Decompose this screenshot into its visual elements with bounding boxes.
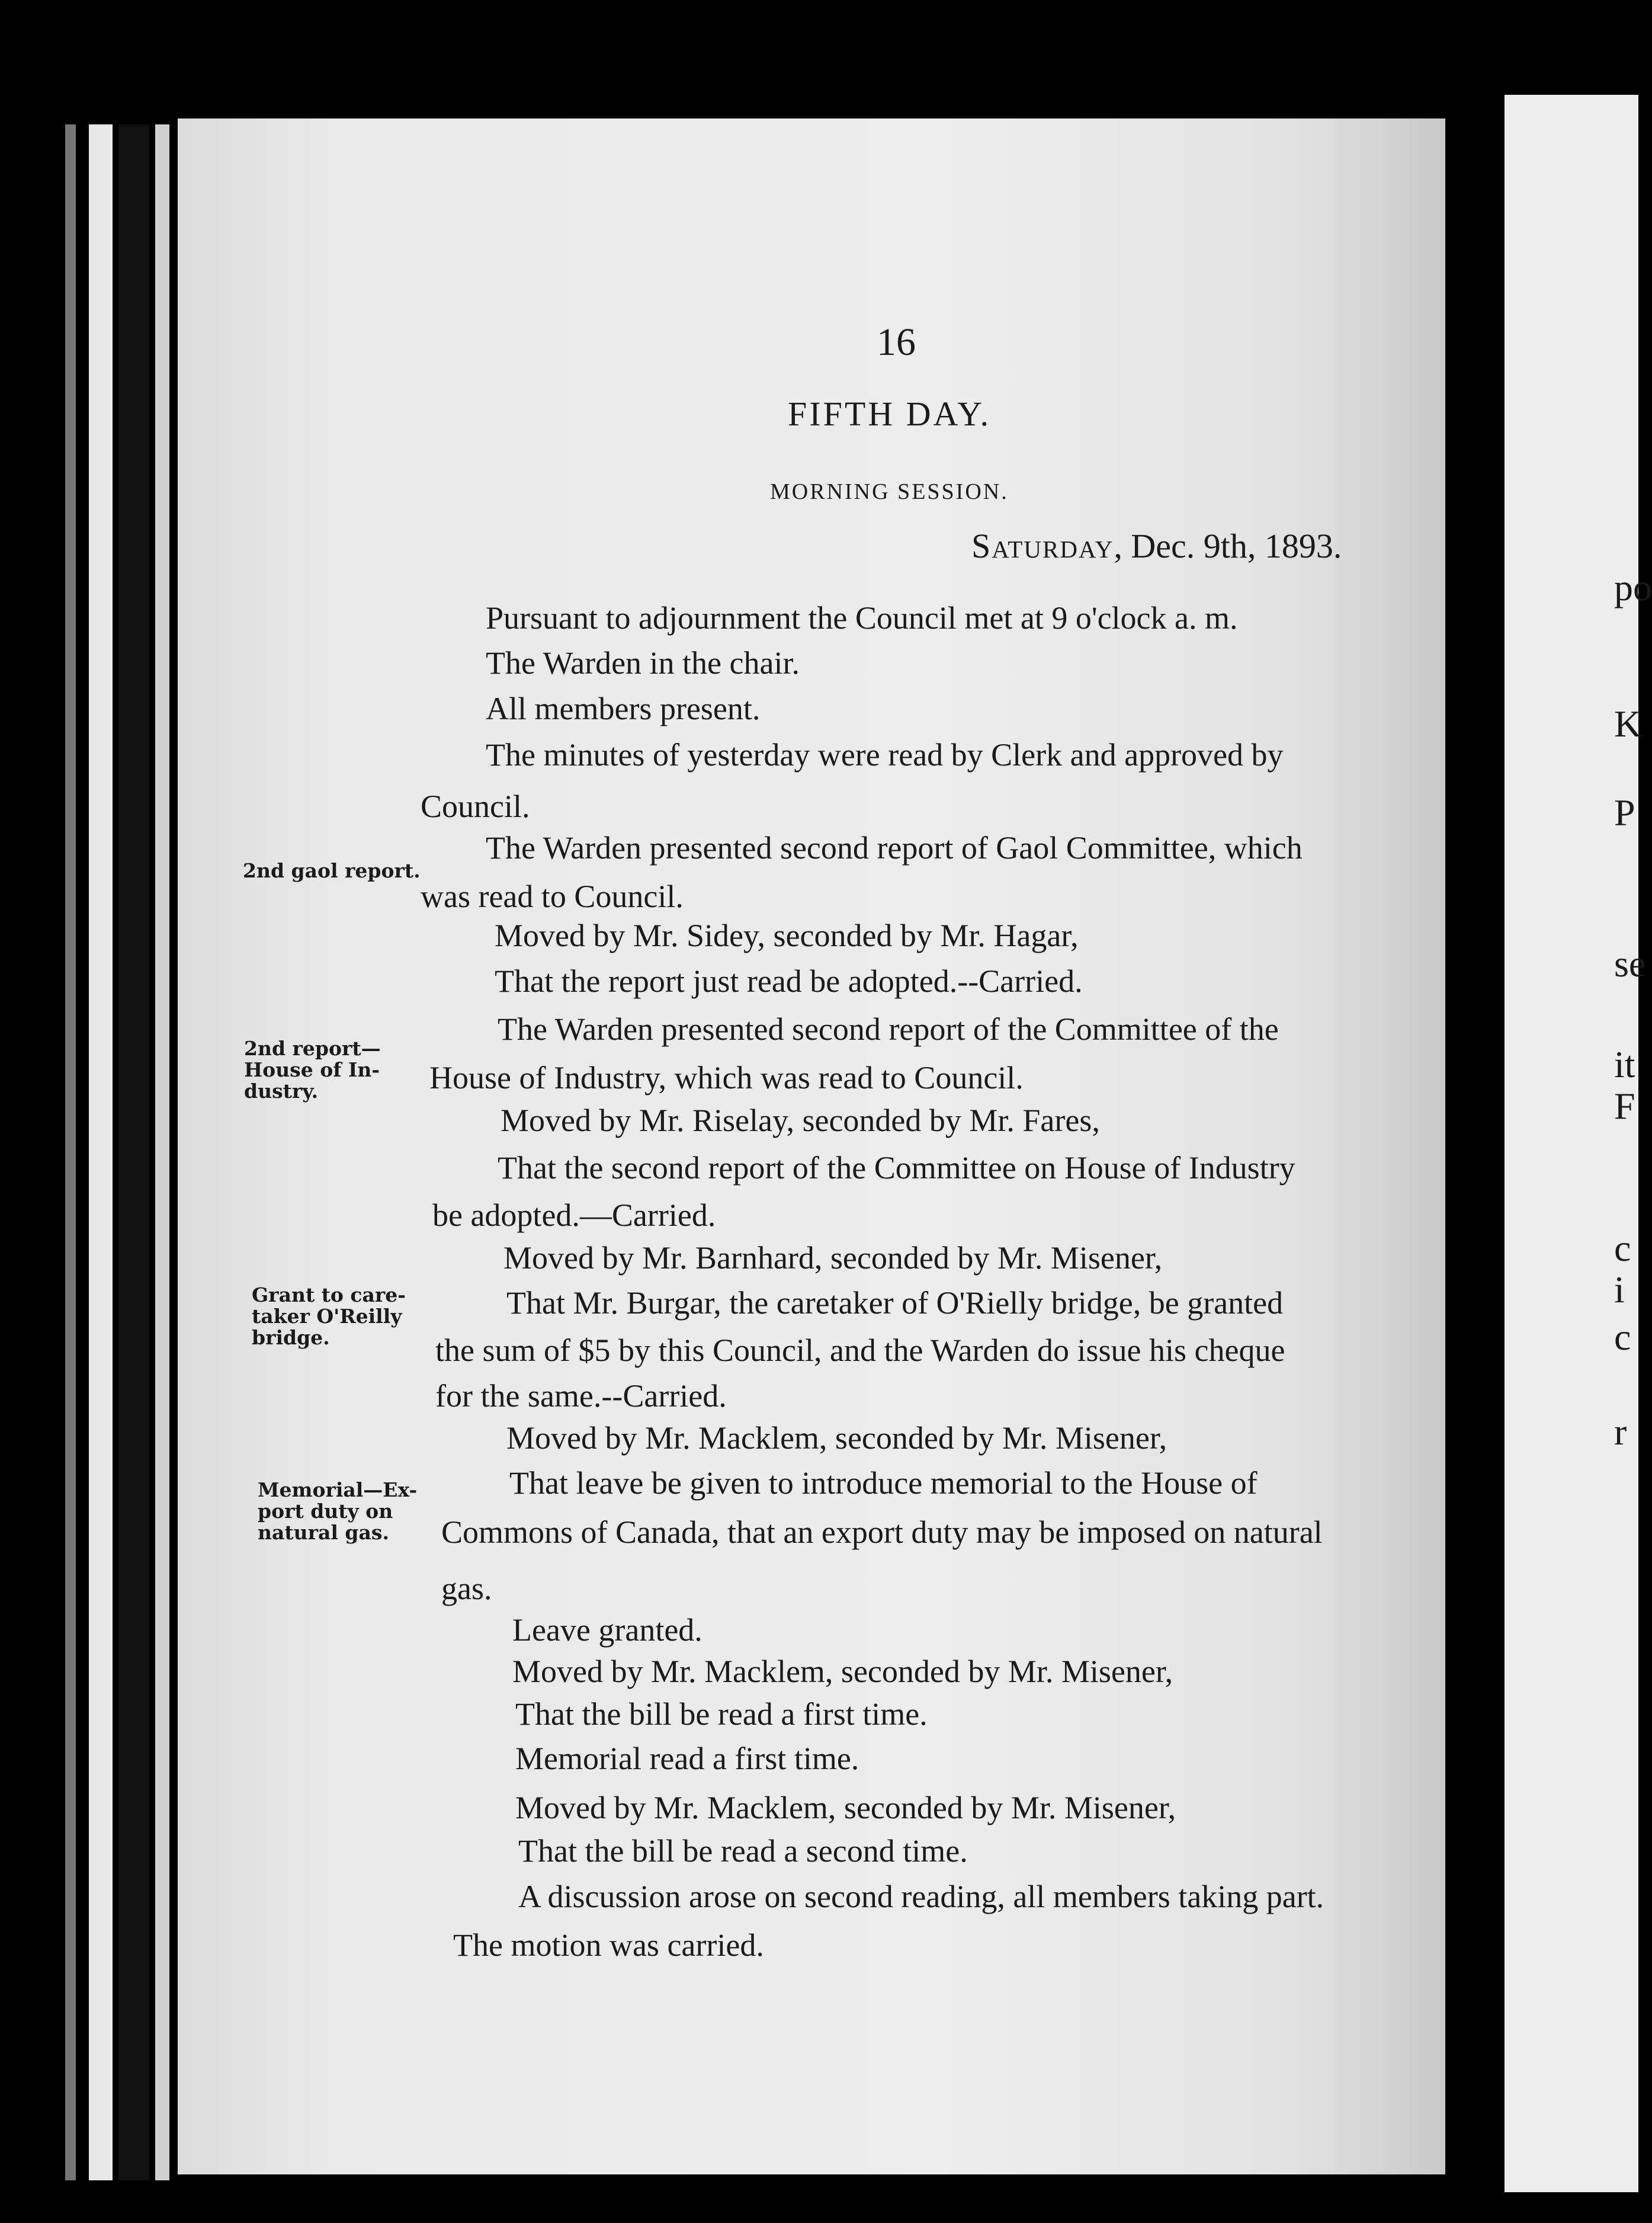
binding-edge	[155, 124, 169, 2180]
adjacent-page-fragment: K	[1614, 703, 1642, 745]
body-line: All members present.	[486, 691, 761, 726]
body-line: That the report just read be adopted.--Carried.	[495, 963, 1083, 999]
body-line: the sum of $5 by this Council, and the Warden do issue his cheque	[435, 1332, 1285, 1368]
margin-note	[258, 1479, 417, 1543]
body-line: was read to Council.	[421, 879, 684, 914]
page-title: FIFTH DAY.	[788, 395, 991, 433]
body-line: Moved by Mr. Barnhard, seconded by Mr. Misener,	[503, 1240, 1163, 1276]
body-line: Moved by Mr. Macklem, seconded by Mr. Misener,	[515, 1790, 1176, 1825]
margin-note-line: dustry.	[244, 1080, 319, 1103]
adjacent-page	[1505, 95, 1638, 2192]
body-line: That the bill be read a first time.	[515, 1696, 928, 1732]
date-day: Saturday	[971, 527, 1114, 565]
body-line: That leave be given to introduce memorial to the House of	[509, 1465, 1258, 1501]
margin-note-line: port duty on	[258, 1500, 393, 1523]
body-line: That the second report of the Committee on House of Industry	[498, 1150, 1295, 1186]
margin-note	[243, 860, 421, 882]
body-line: The Warden presented second report of Gaol Committee, which	[486, 830, 1303, 866]
margin-note-line: taker O'Reilly	[252, 1305, 402, 1328]
adjacent-page-fragment: po	[1614, 566, 1652, 608]
margin-note-line: 2nd report—	[244, 1037, 381, 1060]
margin-note-line: Memorial—Ex-	[258, 1478, 418, 1501]
body-line: Moved by Mr. Macklem, seconded by Mr. Misener,	[506, 1420, 1167, 1456]
body-line: for the same.--Carried.	[435, 1378, 727, 1414]
body-line: The minutes of yesterday were read by Clerk and approved by	[486, 737, 1284, 773]
body-line: Memorial read a first time.	[515, 1741, 859, 1776]
margin-note	[252, 1285, 406, 1348]
body-line: Moved by Mr. Macklem, seconded by Mr. Misener,	[512, 1654, 1173, 1689]
binding-edge	[118, 124, 149, 2180]
body-line: Moved by Mr. Sidey, seconded by Mr. Hagar,	[495, 918, 1079, 953]
body-line: Leave granted.	[512, 1612, 702, 1648]
adjacent-page-fragment: F	[1614, 1085, 1635, 1127]
body-line: The Warden presented second report of the Committee of the	[498, 1011, 1279, 1047]
body-line: gas.	[441, 1571, 492, 1606]
adjacent-page-fragment: i	[1614, 1269, 1625, 1311]
body-line: be adopted.—Carried.	[432, 1197, 716, 1233]
body-line: That Mr. Burgar, the caretaker of O'Rielly bridge, be granted	[506, 1285, 1284, 1321]
margin-note-line: natural gas.	[258, 1521, 389, 1544]
adjacent-page-fragment: it	[1614, 1043, 1635, 1085]
body-line: A discussion arose on second reading, all members taking part.	[518, 1879, 1324, 1914]
body-line: Council.	[421, 789, 530, 824]
margin-note-line: House of In-	[244, 1058, 380, 1081]
page-number: 16	[877, 321, 916, 364]
binding-edge	[89, 124, 113, 2180]
margin-note-line: Grant to care-	[252, 1283, 406, 1306]
session-heading: MORNING SESSION.	[770, 479, 1009, 504]
body-line: That the bill be read a second time.	[518, 1833, 968, 1869]
adjacent-page-fragment: r	[1614, 1411, 1627, 1453]
body-line: House of Industry, which was read to Council.	[429, 1060, 1024, 1096]
margin-note	[244, 1038, 381, 1102]
adjacent-page-fragment: c	[1614, 1316, 1631, 1358]
body-line: Pursuant to adjournment the Council met at 9 o'clock a. m.	[486, 600, 1238, 636]
session-date	[971, 526, 1342, 566]
adjacent-page-fragment: se	[1614, 943, 1646, 985]
binding-edge	[65, 124, 76, 2180]
body-line: Commons of Canada, that an export duty may be imposed on natural	[441, 1514, 1323, 1550]
margin-note-line: bridge.	[252, 1326, 330, 1349]
margin-note-line: 2nd gaol report.	[243, 859, 421, 882]
body-line: The Warden in the chair.	[486, 645, 800, 681]
body-line: The motion was carried.	[453, 1927, 764, 1963]
adjacent-page-fragment: P	[1614, 792, 1635, 834]
adjacent-page-fragment: c	[1614, 1227, 1631, 1269]
body-line: Moved by Mr. Riselay, seconded by Mr. Fares,	[501, 1103, 1100, 1138]
date-rest: , Dec. 9th, 1893.	[1114, 527, 1342, 565]
